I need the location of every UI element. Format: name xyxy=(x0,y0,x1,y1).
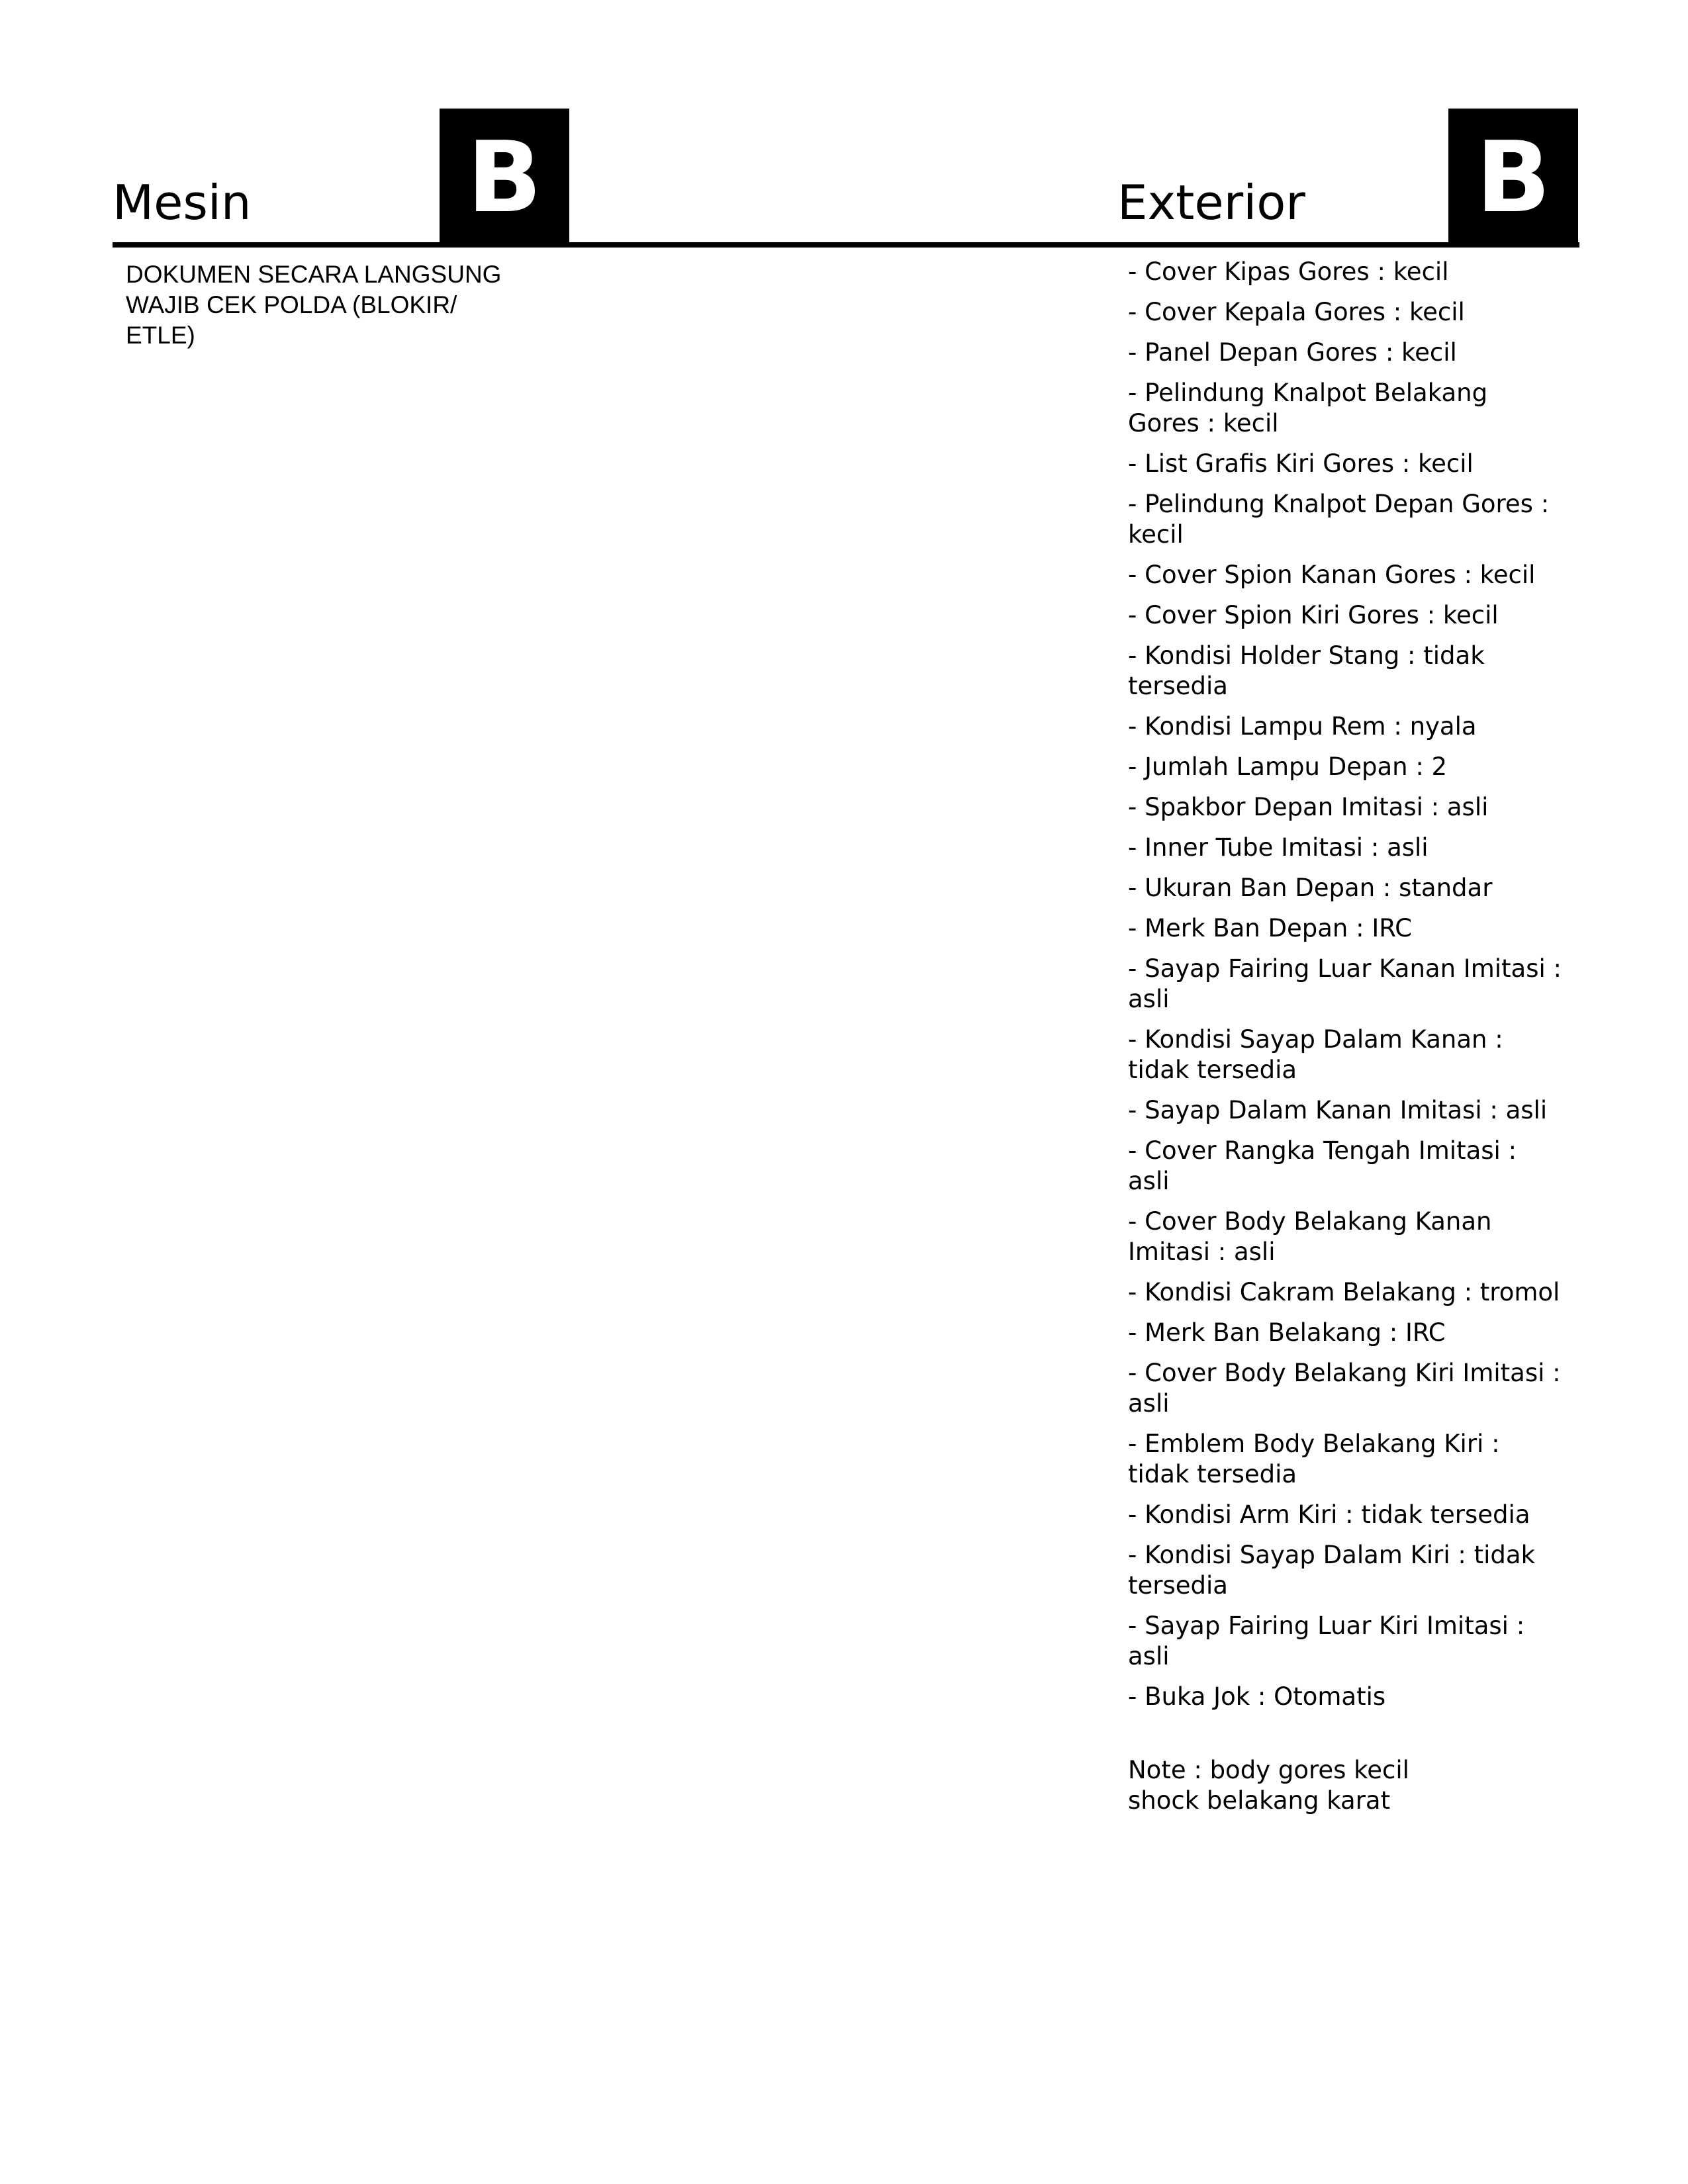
exterior-grade-letter: B xyxy=(1476,120,1551,234)
exterior-title: Exterior xyxy=(1117,175,1305,230)
exterior-item: - Spakbor Depan Imitasi : asli xyxy=(1128,793,1489,821)
exterior-item: - List Grafis Kiri Gores : kecil xyxy=(1128,449,1474,478)
header-divider xyxy=(113,242,1579,248)
exterior-item: - Panel Depan Gores : kecil xyxy=(1128,338,1457,367)
exterior-item: - Pelindung Knalpot Belakang Gores : kecil xyxy=(1128,379,1488,437)
exterior-item: - Pelindung Knalpot Depan Gores : kecil xyxy=(1128,490,1550,549)
exterior-item: - Ukuran Ban Depan : standar xyxy=(1128,874,1493,902)
exterior-item: - Kondisi Holder Stang : tidak tersedia xyxy=(1128,641,1485,700)
exterior-item: - Cover Spion Kanan Gores : kecil xyxy=(1128,561,1536,589)
exterior-item: - Kondisi Sayap Dalam Kiri : tidak tersedia xyxy=(1128,1541,1535,1600)
exterior-item: - Sayap Dalam Kanan Imitasi : asli xyxy=(1128,1096,1548,1124)
mesin-note: DOKUMEN SECARA LANGSUNG WAJIB CEK POLDA (BLOKIR/ ETLE) xyxy=(126,261,502,349)
exterior-item: - Merk Ban Belakang : IRC xyxy=(1128,1318,1446,1347)
exterior-item: - Cover Rangka Tengah Imitasi : asli xyxy=(1128,1136,1517,1195)
exterior-item: - Cover Body Belakang Kanan Imitasi : asli xyxy=(1128,1207,1492,1266)
mesin-title: Mesin xyxy=(113,175,252,230)
exterior-item: - Kondisi Cakram Belakang : tromol xyxy=(1128,1278,1560,1306)
exterior-grade-badge xyxy=(1448,109,1578,245)
exterior-item: - Sayap Fairing Luar Kiri Imitasi : asli xyxy=(1128,1612,1525,1670)
exterior-item: - Sayap Fairing Luar Kanan Imitasi : asli xyxy=(1128,954,1562,1013)
exterior-item: - Kondisi Lampu Rem : nyala xyxy=(1128,712,1477,741)
exterior-note: Note : body gores kecil shock belakang karat xyxy=(1128,1756,1409,1815)
exterior-item: - Buka Jok : Otomatis xyxy=(1128,1682,1386,1711)
exterior-item: - Cover Body Belakang Kiri Imitasi : asli xyxy=(1128,1359,1561,1418)
mesin-grade-letter: B xyxy=(467,120,542,234)
exterior-item: - Inner Tube Imitasi : asli xyxy=(1128,833,1429,862)
exterior-item: - Emblem Body Belakang Kiri : tidak tersedia xyxy=(1128,1430,1500,1488)
exterior-item: - Kondisi Arm Kiri : tidak tersedia xyxy=(1128,1500,1530,1529)
exterior-item-list xyxy=(1128,257,1565,1722)
mesin-grade-badge xyxy=(440,109,569,245)
exterior-item: - Cover Kipas Gores : kecil xyxy=(1128,257,1449,286)
exterior-item: - Cover Kepala Gores : kecil xyxy=(1128,298,1465,326)
exterior-item: - Kondisi Sayap Dalam Kanan : tidak tersedia xyxy=(1128,1025,1503,1084)
exterior-item: - Jumlah Lampu Depan : 2 xyxy=(1128,752,1448,781)
exterior-item: - Cover Spion Kiri Gores : kecil xyxy=(1128,601,1499,629)
exterior-item: - Merk Ban Depan : IRC xyxy=(1128,914,1412,942)
